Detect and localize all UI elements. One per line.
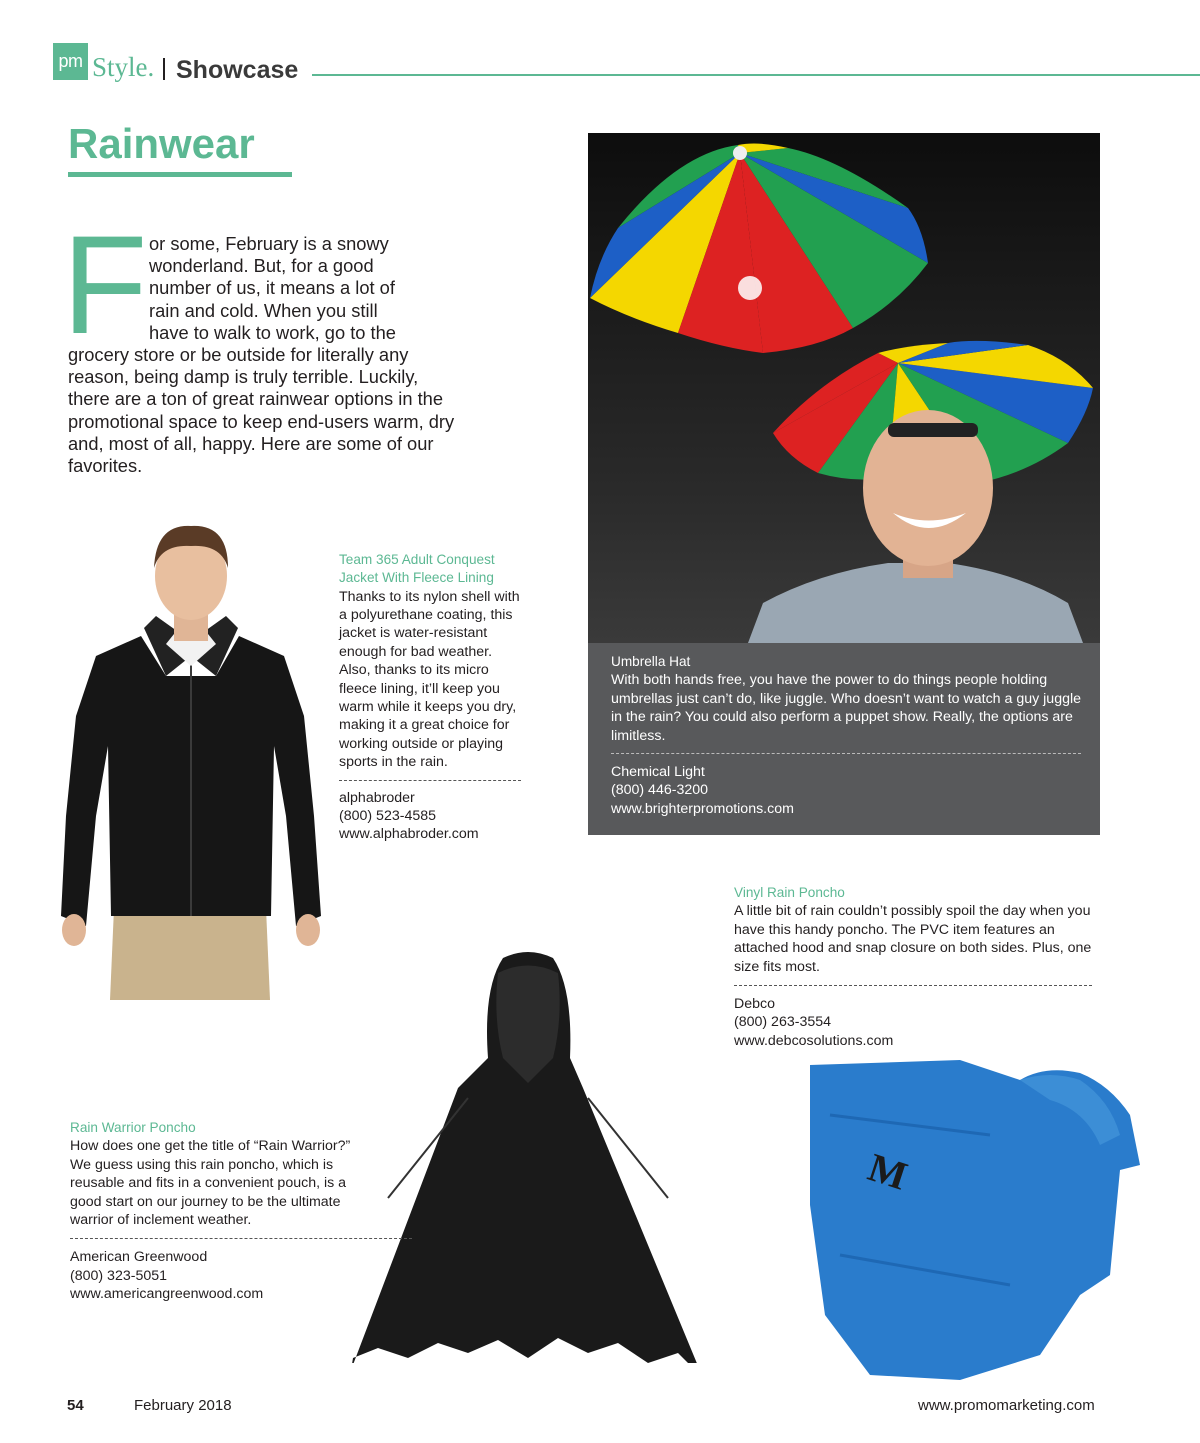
header-rule	[312, 74, 1200, 76]
vendor-name: alphabroder	[339, 789, 415, 806]
vendor-url: www.debcosolutions.com	[734, 1032, 894, 1049]
black-poncho-photo	[348, 948, 708, 1363]
product-name: Team 365 Adult Conquest Jacket With Fleece Lining	[339, 552, 495, 586]
section-name: Showcase	[176, 56, 299, 84]
drop-cap: F	[62, 206, 148, 363]
product-name: Vinyl Rain Poncho	[734, 885, 845, 900]
intro-line: or some, February is a snowy	[149, 233, 389, 254]
vendor-url: www.brighterpromotions.com	[611, 800, 794, 817]
vendor-url: www.americangreenwood.com	[70, 1286, 264, 1303]
rain-warrior-info	[70, 1119, 370, 1304]
product-description: How does one get the title of “Rain Warrior?” We guess using this rain poncho, which is reusable and fits in a convenient pouch, is a good start on our journey to be the ultimate warrior of inclement weather.	[70, 1138, 351, 1228]
product-description: Thanks to its nylon shell with a polyurethane coating, this jacket is water-resistant enough for bad weather. Also, thanks to its micro fleece lining, it’ll keep you warm while it keeps you dry, making it a great choice for working outside or playing sports in the rain.	[339, 588, 520, 771]
vendor-phone: (800) 446-3200	[611, 782, 709, 799]
intro-line: wonderland. But, for a good	[149, 255, 374, 277]
header-divider	[163, 58, 165, 80]
jacket-photo	[56, 516, 326, 1000]
vinyl-poncho-info	[734, 884, 1094, 1050]
blue-poncho-photo	[810, 1055, 1140, 1380]
dashed-divider	[734, 985, 1092, 986]
page-title: Rainwear	[68, 120, 255, 167]
style-wordmark: Style.	[92, 52, 155, 82]
vendor-phone: (800) 323-5051	[70, 1267, 168, 1284]
issue-date: February 2018	[134, 1397, 232, 1414]
page-number: 54	[67, 1397, 84, 1414]
publication-url: www.promomarketing.com	[918, 1397, 1095, 1414]
intro-line: rain and cold. When you still	[149, 299, 378, 321]
intro-line: have to walk to work, go to the	[149, 321, 396, 343]
svg-text:M: M	[862, 1144, 913, 1199]
dashed-divider	[339, 780, 521, 781]
product-description: With both hands free, you have the power to do things people holding umbrellas just can’t do, like juggle. Who doesn’t want to watch a guy juggle in the rain? You could also perform a puppet show. Really, the options are limitless.	[611, 672, 1082, 744]
vendor-url: www.alphabroder.com	[339, 826, 479, 843]
product-name: Rain Warrior Poncho	[70, 1120, 196, 1135]
intro-paragraph	[68, 233, 458, 477]
jacket-info	[339, 551, 524, 844]
product-description: A little bit of rain couldn’t possibly spoil the day when you have this handy poncho. The PVC item features an attached hood and snap closure on both sides. Plus, one size fits most.	[734, 903, 1092, 975]
intro-body: grocery store or be outside for literally any reason, being damp is truly terrible. Luckily, there are a ton of great rainwear options in the promotional space to keep end-users warm, dry and, most of all, happy. Here are some of our favorites.	[68, 344, 455, 477]
dashed-divider	[70, 1238, 412, 1239]
vendor-phone: (800) 523-4585	[339, 808, 437, 825]
product-name: Umbrella Hat	[611, 654, 691, 669]
vendor-phone: (800) 263-3554	[734, 1014, 832, 1031]
intro-line: number of us, it means a lot of	[149, 277, 395, 299]
umbrella-hat-photo	[588, 133, 1100, 643]
pm-logo: pm	[53, 43, 88, 80]
vendor-name: American Greenwood	[70, 1249, 208, 1266]
dashed-divider	[611, 753, 1081, 754]
title-underline	[68, 172, 292, 177]
umbrella-hat-caption	[588, 643, 1100, 835]
vendor-name: Debco	[734, 995, 776, 1012]
vendor-name: Chemical Light	[611, 763, 705, 780]
